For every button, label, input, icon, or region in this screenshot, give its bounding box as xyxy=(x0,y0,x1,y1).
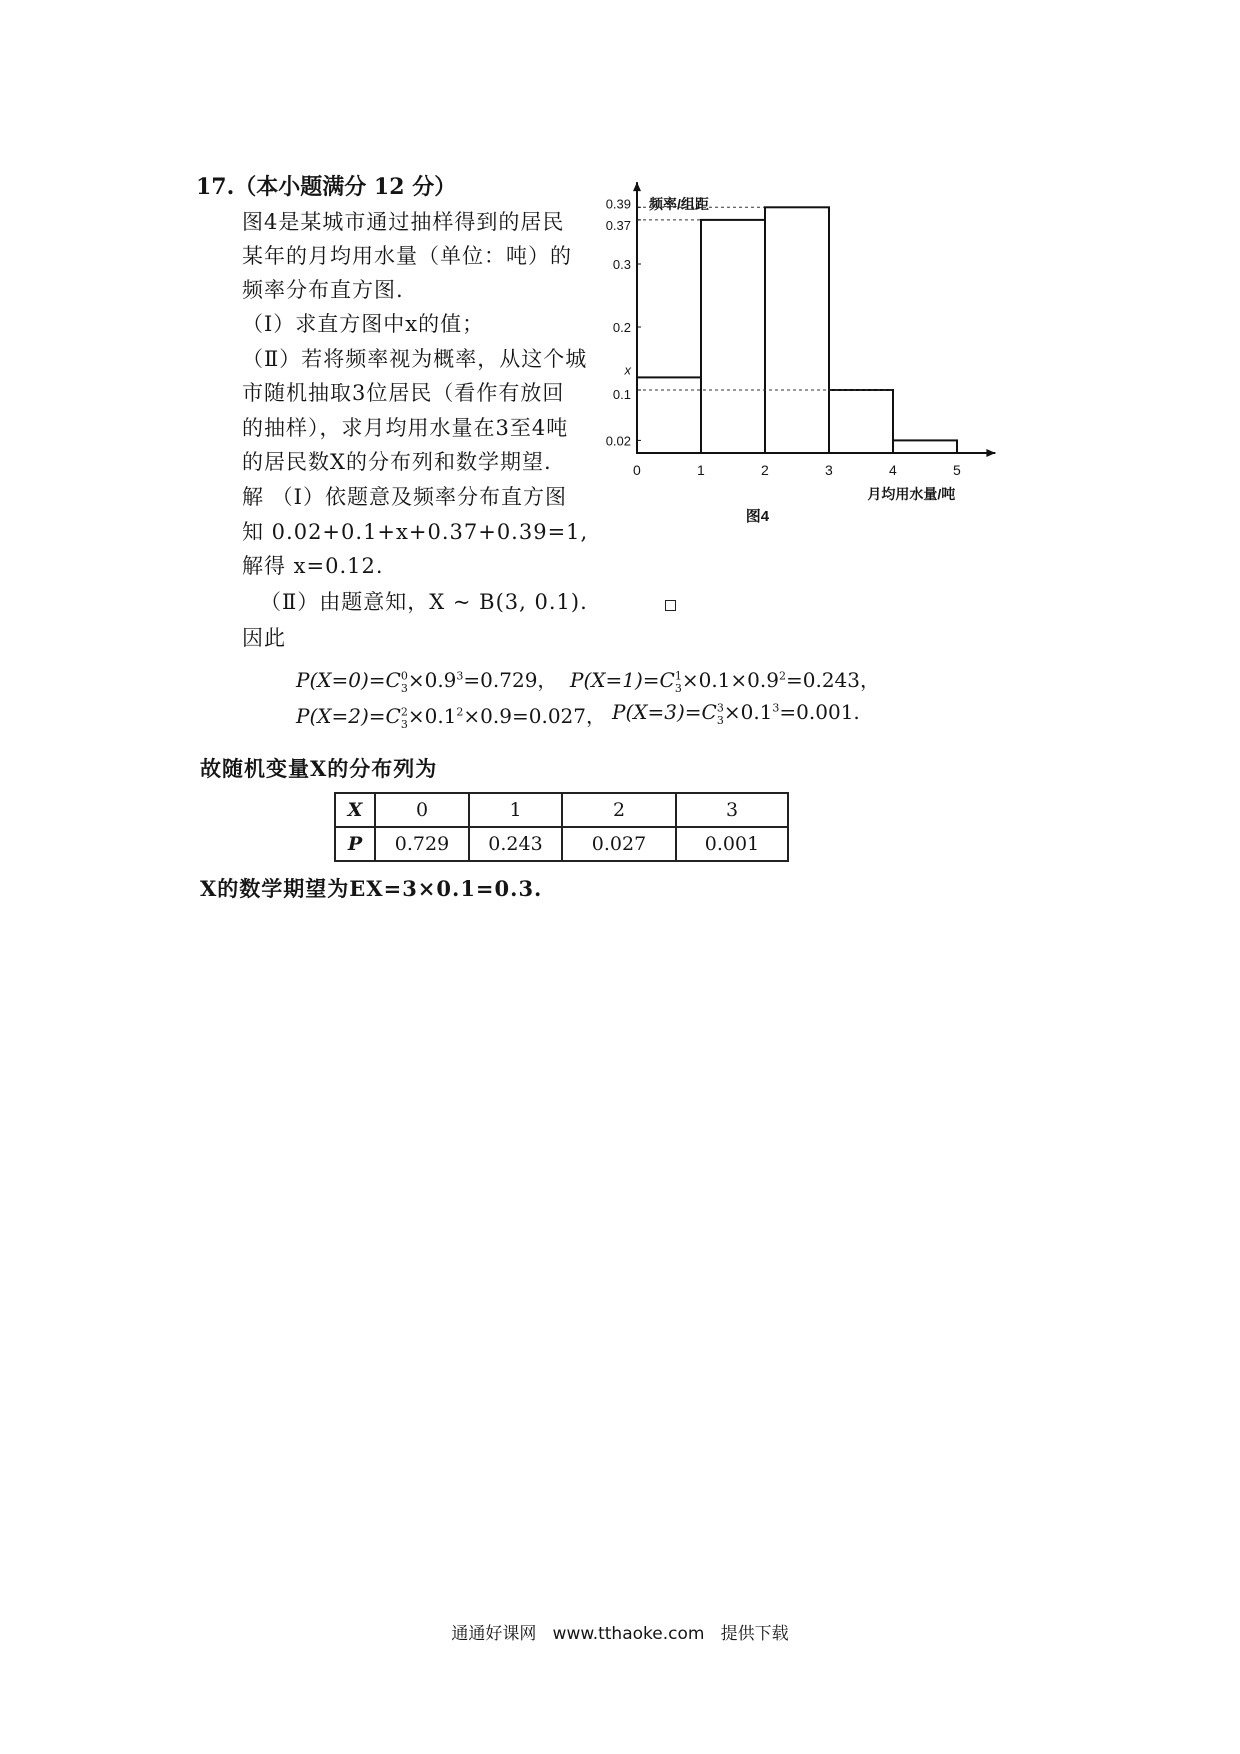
x-tick-label: 2 xyxy=(761,462,769,478)
solution-line: 因此 xyxy=(242,626,286,650)
x-axis-label: 月均用水量/吨 xyxy=(867,486,956,502)
distribution-intro: 故随机变量X的分布列为 xyxy=(200,756,438,781)
problem-stem-line: （Ⅰ）求直方图中x的值； xyxy=(242,312,485,336)
histogram-bar xyxy=(893,440,957,453)
y-tick-label: 0.3 xyxy=(612,257,631,272)
expectation-line: X的数学期望为EX=3×0.1=0.3. xyxy=(200,876,543,901)
table-cell: 0.243 xyxy=(469,827,562,861)
footer-tail: 提供下载 xyxy=(720,1624,789,1644)
table-cell: X xyxy=(335,793,375,827)
y-tick-label: x xyxy=(624,362,631,378)
histogram-bar xyxy=(765,207,829,453)
solution-line: 知 0.02+0.1+x+0.37+0.39=1, xyxy=(242,520,589,544)
table-row xyxy=(335,827,788,861)
x-axis-arrow-icon xyxy=(986,449,995,457)
table-cell: 0.729 xyxy=(375,827,469,861)
y-tick-label: 0.37 xyxy=(605,217,631,233)
table-cell: P xyxy=(335,827,375,861)
problem-header: 17.（本小题满分 12 分） xyxy=(196,174,457,200)
formula-p1: $P(X=1)=C^1_3\times 0.1\times 0.9^2=0.243$， xyxy=(570,668,880,695)
histogram-bar xyxy=(637,377,701,453)
frequency-histogram xyxy=(595,195,1035,525)
histogram-bar xyxy=(701,220,765,453)
formula-p3: $P(X=3)=C^3_3\times 0.1^3=0.001$. xyxy=(612,700,860,727)
x-tick-label: 0 xyxy=(633,462,641,478)
page-footer xyxy=(0,1619,1240,1644)
distribution-table xyxy=(334,792,789,862)
table-cell: 0.001 xyxy=(676,827,788,861)
small-square-mark xyxy=(665,600,676,611)
problem-stem-line: 某年的月均用水量（单位：吨）的 xyxy=(242,244,572,268)
histogram-bar xyxy=(829,390,893,453)
table-row xyxy=(335,793,788,827)
formula-p0: $P(X=0)=C^0_3\times 0.9^3=0.729$， xyxy=(296,668,558,695)
problem-stem-line: 的抽样），求月均用水量在3至4吨 xyxy=(242,416,569,440)
y-axis-arrow-icon xyxy=(633,182,641,191)
table-cell: 1 xyxy=(469,793,562,827)
table-cell: 0 xyxy=(375,793,469,827)
problem-stem-line: 图4是某城市通过抽样得到的居民 xyxy=(242,210,565,234)
y-tick-label: 0.39 xyxy=(605,196,631,212)
y-tick-label: 0.02 xyxy=(605,433,631,449)
problem-stem-line: （Ⅱ）若将频率视为概率，从这个城 xyxy=(242,347,588,371)
solution-line: 解 （Ⅰ）依题意及频率分布直方图 xyxy=(242,485,567,509)
table-cell: 3 xyxy=(676,793,788,827)
x-tick-label: 1 xyxy=(697,462,705,478)
problem-stem-line: 频率分布直方图. xyxy=(242,278,404,302)
problem-stem-line: 市随机抽取3位居民（看作有放回 xyxy=(242,381,565,405)
y-tick-label: 0.1 xyxy=(612,387,631,402)
problem-stem-line: 的居民数X的分布列和数学期望. xyxy=(242,450,552,474)
footer-url[interactable]: www.tthaoke.com xyxy=(552,1624,705,1644)
y-axis-label: 频率/组距 xyxy=(649,196,709,212)
solution-line: （Ⅱ）由题意知，X ~ B(3, 0.1). xyxy=(260,590,588,614)
formula-p2: $P(X=2)=C^2_3\times 0.1^2\times 0.9=0.027$， xyxy=(296,704,606,731)
table-cell: 0.027 xyxy=(562,827,676,861)
table-cell: 2 xyxy=(562,793,676,827)
x-tick-label: 5 xyxy=(953,462,961,478)
y-tick-label: 0.2 xyxy=(612,320,631,335)
footer-site-name: 通通好课网 xyxy=(451,1624,537,1644)
x-tick-label: 3 xyxy=(825,462,833,478)
chart-title: 图4 xyxy=(745,508,770,525)
solution-line: 解得 x=0.12. xyxy=(242,554,384,578)
x-tick-label: 4 xyxy=(889,462,897,478)
